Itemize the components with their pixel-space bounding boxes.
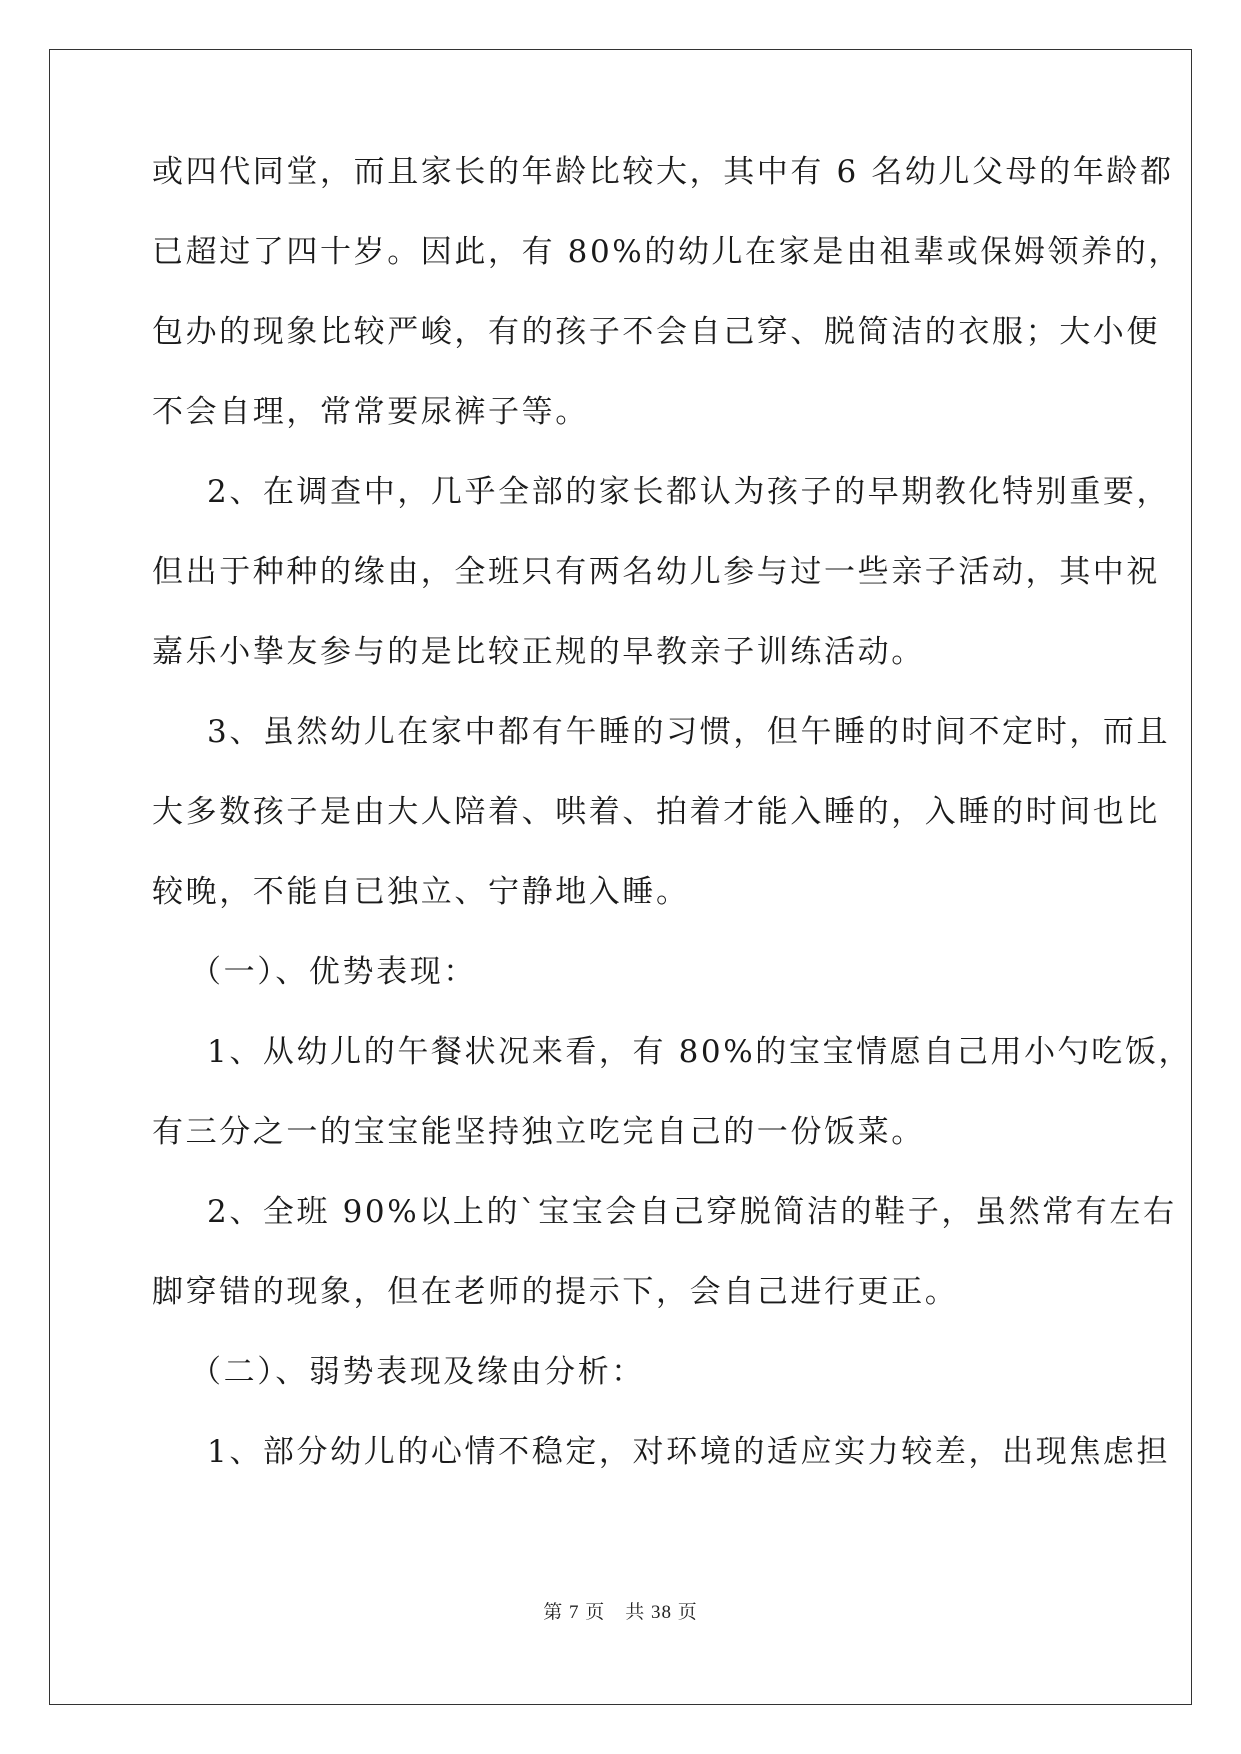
- section-heading: （二）、弱势表现及缘由分析：: [190, 1354, 645, 1390]
- text-line: 嘉乐小挚友参与的是比较正规的早教亲子训练活动。: [152, 634, 925, 670]
- page-number-footer: 第 7 页 共 38 页: [543, 1602, 698, 1623]
- paragraph-start-line: 2、全班 90%以上的`宝宝会自己穿脱简洁的鞋子，虽然常有左右: [207, 1194, 1177, 1230]
- text-line: 包办的现象比较严峻，有的孩子不会自己穿、脱简洁的衣服；大小便: [152, 314, 1160, 350]
- section-heading: （一）、优势表现：: [190, 954, 477, 990]
- paragraph-start-line: 3、虽然幼儿在家中都有午睡的习惯，但午睡的时间不定时，而且: [207, 714, 1171, 750]
- paragraph-start-line: 1、从幼儿的午餐状况来看，有 80%的宝宝情愿自己用小勺吃饭，: [207, 1034, 1193, 1070]
- text-line: 大多数孩子是由大人陪着、哄着、拍着才能入睡的，入睡的时间也比: [152, 794, 1160, 830]
- text-line: 有三分之一的宝宝能坚持独立吃完自己的一份饭菜。: [152, 1114, 925, 1150]
- paragraph-start-line: 1、部分幼儿的心情不稳定，对环境的适应实力较差，出现焦虑担: [207, 1434, 1171, 1470]
- paragraph-start-line: 2、在调查中，几乎全部的家长都认为孩子的早期教化特别重要，: [207, 474, 1171, 510]
- text-line: 不会自理，常常要尿裤子等。: [152, 394, 589, 430]
- text-line: 较晚，不能自已独立、宁静地入睡。: [152, 874, 690, 910]
- text-line: 但出于种种的缘由，全班只有两名幼儿参与过一些亲子活动，其中祝: [152, 554, 1160, 590]
- text-line: 或四代同堂，而且家长的年龄比较大，其中有 6 名幼儿父母的年龄都: [152, 154, 1174, 190]
- text-line: 已超过了四十岁。因此，有 80%的幼儿在家是由祖辈或保姆领养的，: [152, 234, 1182, 270]
- text-line: 脚穿错的现象，但在老师的提示下，会自己进行更正。: [152, 1274, 959, 1310]
